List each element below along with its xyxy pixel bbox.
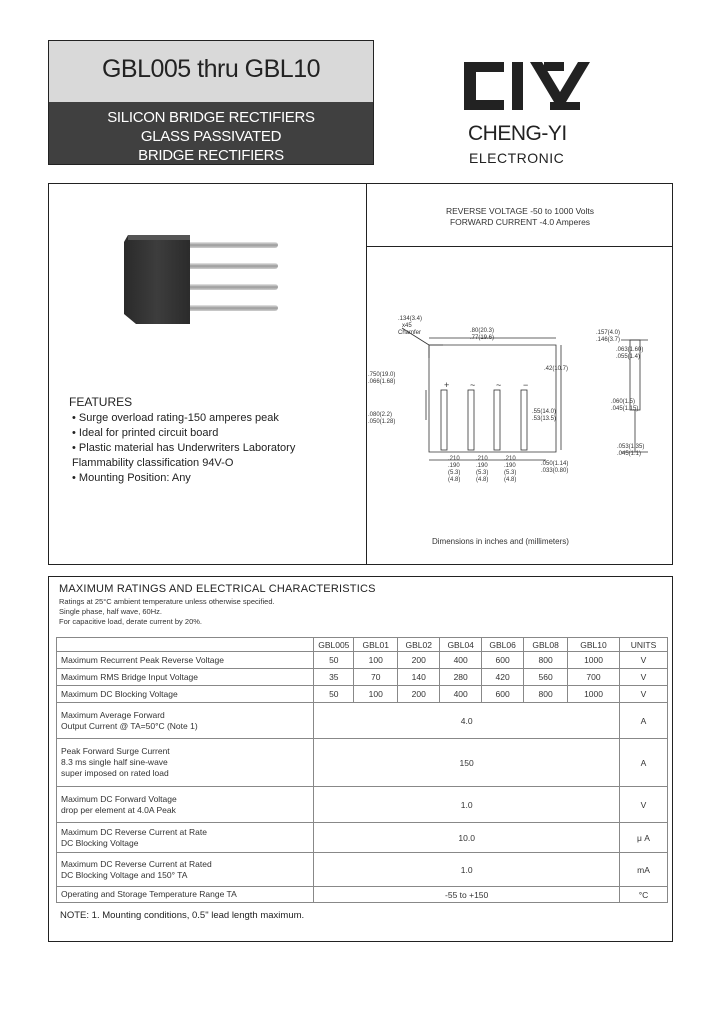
unit-cell: μ A (619, 823, 667, 853)
header-cell: GBL04 (440, 638, 482, 652)
cell: 400 (440, 686, 482, 703)
dim-label: .060(1.5) (611, 399, 636, 405)
row-desc (57, 853, 314, 887)
condition-line: Single phase, half wave, 60Hz. (59, 607, 162, 616)
footnote: NOTE: 1. Mounting conditions, 0.5" lead length maximum. (60, 910, 305, 921)
dim-label: .750(19.0) (368, 372, 396, 378)
header-cell: UNITS (619, 638, 667, 652)
row-desc: Maximum RMS Bridge Input Voltage (57, 669, 314, 686)
desc-line: drop per element at 4.0A Peak (61, 804, 176, 815)
row-desc: Operating and Storage Temperature Range TA (57, 887, 314, 903)
cell: 600 (482, 686, 524, 703)
unit-cell: V (619, 787, 667, 823)
dim-label: (5.3) (504, 470, 517, 476)
dim-label: (5.3) (476, 470, 489, 476)
cell: 800 (524, 652, 568, 669)
merged-value: -55 to +150 (314, 887, 620, 903)
unit-cell: V (619, 669, 667, 686)
company-name: CHENG-YI (468, 122, 567, 145)
cell: 35 (314, 669, 354, 686)
merged-value: 10.0 (314, 823, 620, 853)
row-desc: Maximum DC Blocking Voltage (57, 686, 314, 703)
svg-text:~: ~ (470, 380, 476, 390)
row-desc (57, 703, 314, 739)
cell: 140 (398, 669, 440, 686)
dim-label: .42(10.7) (544, 366, 569, 372)
desc-line: Peak Forward Surge Current (61, 746, 170, 756)
cell: 100 (354, 652, 398, 669)
dim-label: (4.8) (448, 477, 461, 483)
header-cell: GBL005 (314, 638, 354, 652)
dim-label: .045(1.1) (617, 451, 642, 457)
unit-cell: V (619, 652, 667, 669)
header-cell: GBL10 (568, 638, 620, 652)
unit-cell: mA (619, 853, 667, 887)
condition-line: For capacitive load, derate current by 20%. (59, 617, 202, 626)
cell: 700 (568, 669, 620, 686)
header-cell: GBL01 (354, 638, 398, 652)
merged-value: 150 (314, 739, 620, 787)
subtitle-bar (49, 102, 373, 164)
dimension-drawing (366, 300, 672, 530)
merged-value: 1.0 (314, 853, 620, 887)
desc-line: DC Blocking Voltage and 150° TA (61, 869, 188, 880)
cell: 420 (482, 669, 524, 686)
table-row (57, 853, 668, 887)
dim-label: .066(1.68) (368, 379, 396, 385)
feature-item: Flammability classification 94V-O (72, 457, 234, 469)
header-cell (57, 638, 314, 652)
desc-line: Output Current @ TA=50°C (Note 1) (61, 720, 198, 731)
row-desc (57, 739, 314, 787)
table-row (57, 739, 668, 787)
table-row (57, 887, 668, 903)
features-list (72, 411, 295, 486)
rating-summary (370, 206, 670, 228)
cell: 560 (524, 669, 568, 686)
reverse-voltage-text: REVERSE VOLTAGE -50 to 1000 Volts (445, 206, 595, 216)
cell: 600 (482, 652, 524, 669)
ratings-title: MAXIMUM RATINGS AND ELECTRICAL CHARACTERISTICS (59, 583, 376, 595)
horizontal-divider (366, 246, 673, 247)
subtitle-line-2: GLASS PASSIVATED (140, 128, 282, 145)
unit-cell: V (619, 686, 667, 703)
desc-line: Maximum DC Reverse Current at Rated (61, 858, 212, 869)
header-cell: GBL02 (398, 638, 440, 652)
dim-label: .033(0.80) (541, 468, 569, 474)
dim-label: x45 (402, 323, 412, 329)
company-logo (462, 58, 592, 118)
dim-label: .80(20.3) (470, 328, 495, 334)
dim-label: .053(1.35) (617, 444, 645, 450)
cell: 800 (524, 686, 568, 703)
dim-label: .210 (504, 456, 516, 462)
company-subtitle: ELECTRONIC (469, 150, 565, 166)
table-row (57, 652, 668, 669)
merged-value: 4.0 (314, 703, 620, 739)
unit-cell: A (619, 739, 667, 787)
desc-line: super imposed on rated load (61, 768, 169, 778)
title-bar (49, 41, 373, 103)
desc-line: 8.3 ms single half sine-wave (61, 757, 168, 767)
dim-label: .055(1.4) (616, 354, 641, 360)
table-row (57, 823, 668, 853)
title-box (48, 40, 374, 165)
cell: 50 (314, 686, 354, 703)
dim-label: .210 (476, 456, 488, 462)
dimensions-caption: Dimensions in inches and (millimeters) (432, 537, 569, 546)
dim-label: .080(2.2) (368, 412, 393, 418)
table-row (57, 686, 668, 703)
cell: 280 (440, 669, 482, 686)
feature-item: • Ideal for printed circuit board (72, 427, 219, 439)
feature-item: • Surge overload rating-150 amperes peak (72, 412, 279, 424)
dim-label: .210 (448, 456, 460, 462)
table-row (57, 669, 668, 686)
dim-label: Chamfer (398, 330, 422, 336)
ratings-table (56, 637, 668, 903)
part-title: GBL005 thru GBL10 (101, 55, 321, 83)
row-desc (57, 787, 314, 823)
ratings-conditions (59, 597, 275, 627)
desc-line: Maximum Average Forward (61, 709, 165, 720)
desc-line: Maximum DC Reverse Current at Rate (61, 826, 207, 837)
cell: 1000 (568, 686, 620, 703)
dim-label: .050(1.28) (368, 419, 396, 425)
svg-text:~: ~ (496, 380, 502, 390)
desc-line: Maximum DC Forward Voltage (61, 793, 177, 804)
cell: 70 (354, 669, 398, 686)
table-header-row (57, 638, 668, 652)
dim-label: .146(3.7) (596, 337, 621, 343)
cell: 200 (398, 686, 440, 703)
cell: 100 (354, 686, 398, 703)
merged-value: 1.0 (314, 787, 620, 823)
row-desc (57, 823, 314, 853)
unit-cell: °C (619, 887, 667, 903)
dim-label: .77(19.6) (470, 335, 495, 341)
svg-text:−: − (523, 380, 529, 390)
dim-label: .190 (448, 463, 460, 469)
header-cell: GBL08 (524, 638, 568, 652)
dim-label: .190 (476, 463, 488, 469)
subtitle-line-1: SILICON BRIDGE RECTIFIERS (107, 109, 315, 126)
cell: 1000 (568, 652, 620, 669)
forward-current-text: FORWARD CURRENT -4.0 Amperes (449, 217, 591, 227)
desc-line: DC Blocking Voltage (61, 837, 139, 848)
component-image (118, 228, 288, 338)
dim-label: .157(4.0) (596, 330, 621, 336)
feature-item: • Plastic material has Underwriters Laboratory (72, 442, 296, 454)
dim-label: (4.8) (476, 477, 489, 483)
cell: 200 (398, 652, 440, 669)
cell: 50 (314, 652, 354, 669)
dim-label: .045(1.15) (611, 406, 639, 412)
dim-label: .53(13.5) (532, 416, 557, 422)
dim-label: .050(1.14) (541, 461, 569, 467)
dim-label: (5.3) (448, 470, 461, 476)
unit-cell: A (619, 703, 667, 739)
header-cell: GBL06 (482, 638, 524, 652)
feature-item: • Mounting Position: Any (72, 472, 191, 484)
cell: 400 (440, 652, 482, 669)
row-desc: Maximum Recurrent Peak Reverse Voltage (57, 652, 314, 669)
features-heading: FEATURES (69, 395, 133, 409)
table-row (57, 787, 668, 823)
table-row (57, 703, 668, 739)
dim-label: .55(14.0) (532, 409, 557, 415)
dim-label: .190 (504, 463, 516, 469)
dim-label: .063(1.60) (616, 347, 644, 353)
dim-label: (4.8) (504, 477, 517, 483)
svg-text:+: + (444, 380, 450, 390)
dim-label: .134(3.4) (398, 316, 423, 322)
condition-line: Ratings at 25°C ambient temperature unless otherwise specified. (59, 597, 275, 606)
subtitle-line-3: BRIDGE RECTIFIERS (138, 147, 284, 164)
